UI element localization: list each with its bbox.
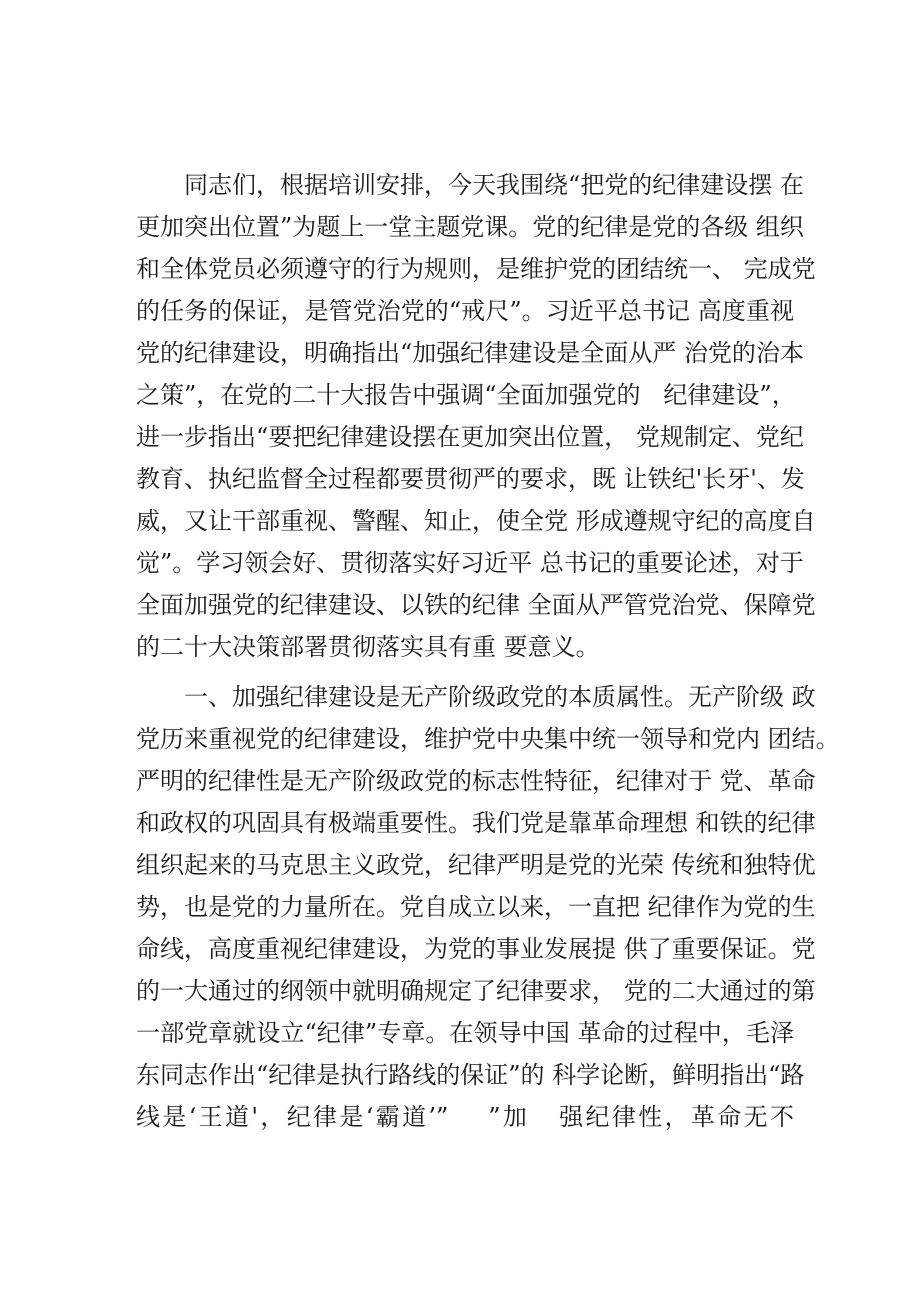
text-line: 的任务的保证，是管党治党的“戒尺”。习近平总书记 高度重视 (136, 297, 794, 325)
text-line: 党历来重视党的纪律建设，维护党中央集中统一领导和党内 团结。 (136, 725, 840, 753)
text-line: 和政权的巩固具有极端重要性。我们党是靠革命理想 和铁的纪律 (136, 809, 816, 837)
text-line: 组织起来的马克思主义政党，纪律严明是党的光荣 传统和独特优 (136, 851, 816, 879)
text-line: 东同志作出“纪律是执行路线的保证”的 科学论断，鲜明指出“路 (136, 1061, 805, 1089)
text-line: 同志们，根据培训安排，今天我围绕“把党的纪律建设摆 在 (184, 171, 804, 199)
text-line: 一部党章就设立“纪律”专章。在领导中国 革命的过程中，毛泽 (136, 1019, 794, 1047)
text-line: 势，也是党的力量所在。党自成立以来，一直把 纪律作为党的生 (136, 893, 816, 921)
text-line: 进一步指出“要把纪律建设摆在更加突出位置， 党规制定、党纪 (136, 423, 804, 451)
text-line: 严明的纪律性是无产阶级政党的标志性特征，纪律对于 党、革命 (136, 767, 816, 795)
text-line: 的二十大决策部署贯彻落实具有重 要意义。 (136, 633, 600, 661)
text-line: 之策”，在党的二十大报告中强调“全面加强党的 纪律建设”， (136, 381, 796, 409)
text-line: 更加突出位置”为题上一堂主题党课。党的纪律是党的各级 组织 (136, 213, 804, 241)
text-line: 全面加强党的纪律建设、以铁的纪律 全面从严管党治党、保障党 (136, 591, 816, 619)
text-line: 的一大通过的纲领中就明确规定了纪律要求， 党的二大通过的第 (136, 977, 816, 1005)
text-line: 觉”。学习领会好、贯彻落实好习近平 总书记的重要论述，对于 (136, 549, 804, 577)
text-line: 一、加强纪律建设是无产阶级政党的本质属性。无产阶级 政 (184, 683, 816, 711)
text-line: 和全体党员必须遵守的行为规则，是维护党的团结统一、 完成党 (136, 255, 816, 283)
text-line: 命线，高度重视纪律建设，为党的事业发展提 供了重要保证。党 (136, 935, 816, 963)
text-line: 教育、执纪监督全过程都要贯彻严的要求，既 让铁纪'长牙'、发 (136, 465, 805, 493)
text-line: 线是‘王道'，纪律是‘霸道’” ”加 强纪律性，革命无不 (136, 1103, 794, 1131)
text-line: 威，又让干部重视、警醒、知止，使全党 形成遵规守纪的高度自 (136, 507, 816, 535)
text-line: 党的纪律建设，明确指出“加强纪律建设是全面从严 治党的治本 (136, 339, 804, 367)
